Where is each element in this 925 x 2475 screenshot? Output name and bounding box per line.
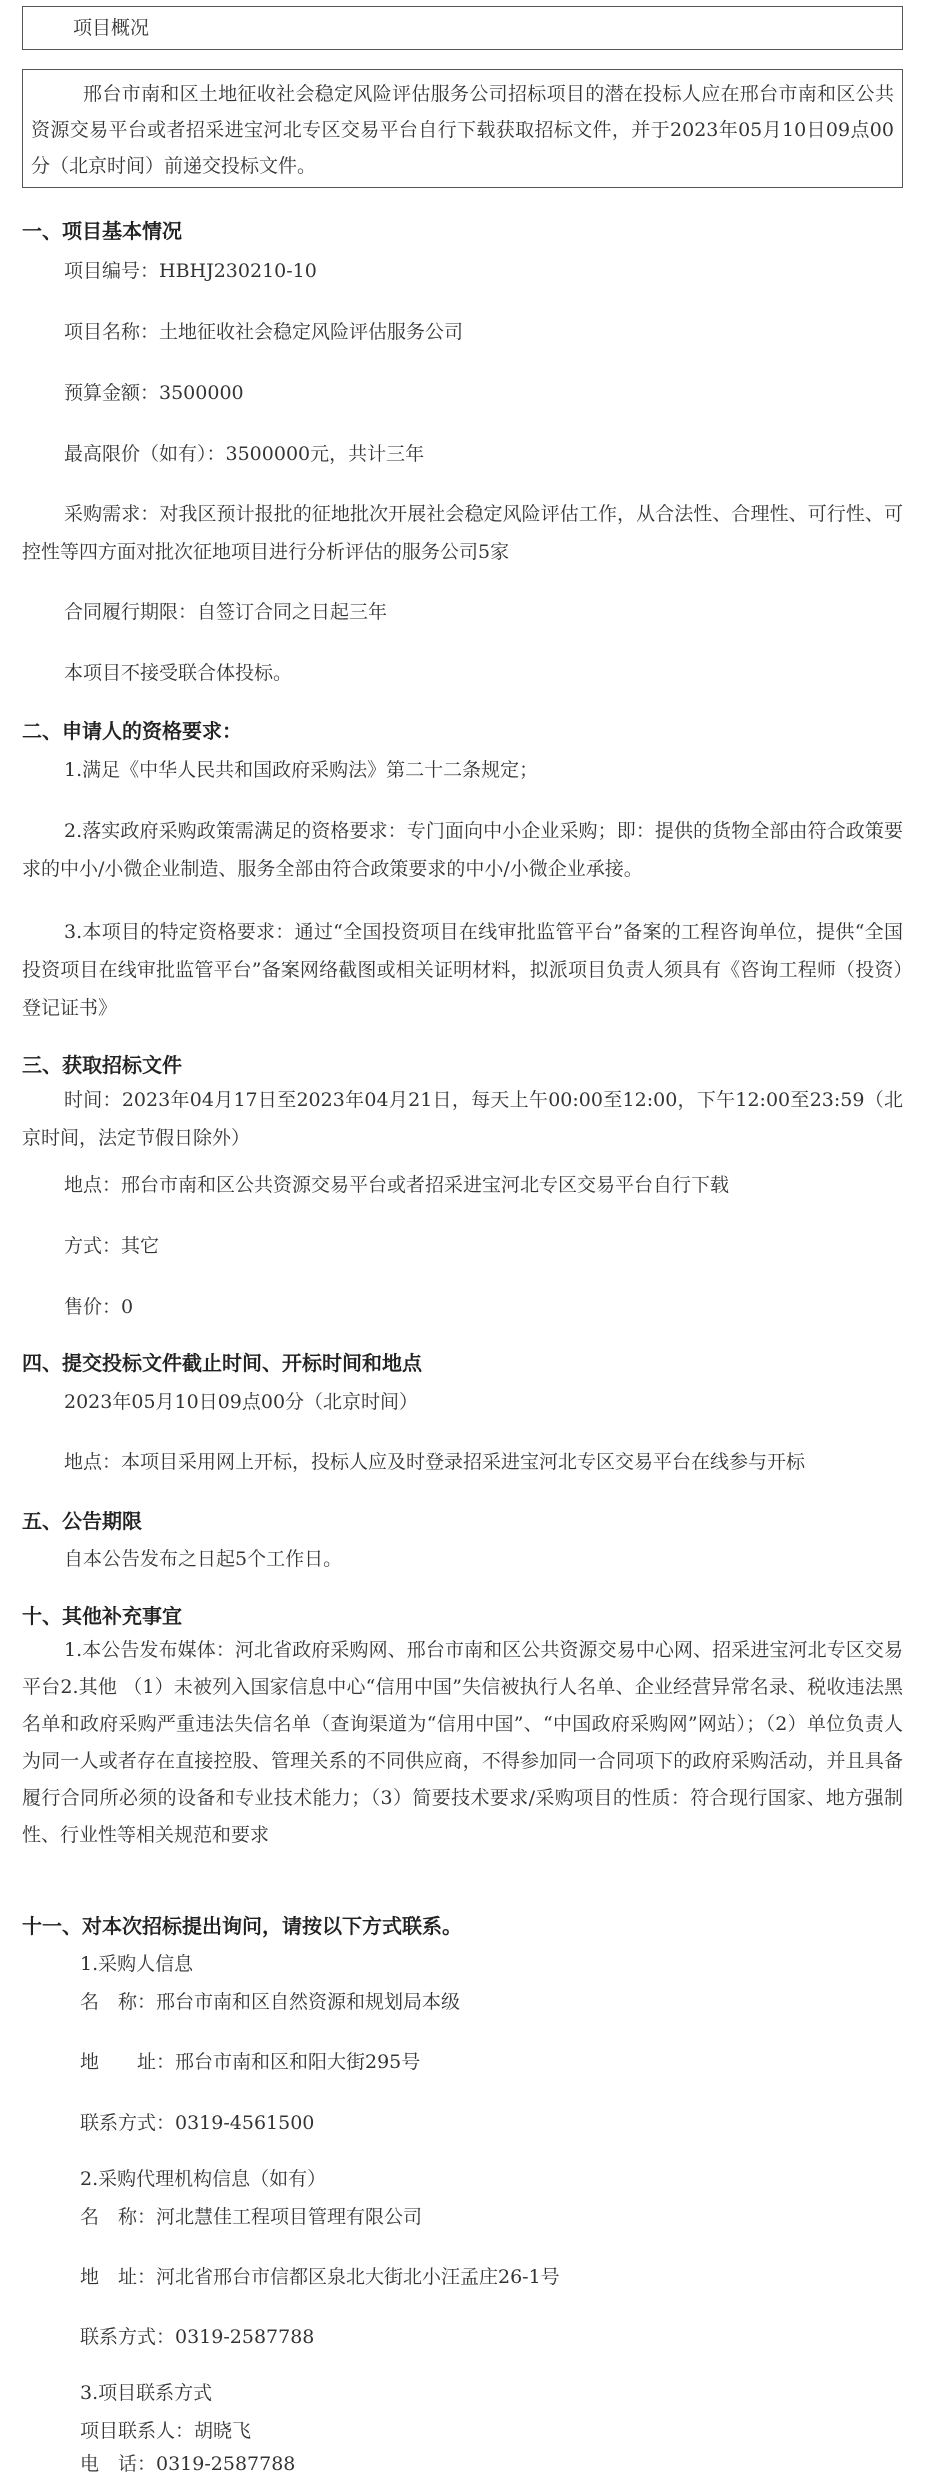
budget-amount: 预算金额：3500000: [64, 382, 244, 404]
qualification-item-1: 1.满足《中华人民共和国政府采购法》第二十二条规定；: [64, 759, 539, 781]
acquisition-time: 时间：2023年04月17日至2023年04月21日，每天上午00:00至12:00，下午12:00至23:59（北京时间，法定节假日除外）: [22, 1089, 903, 1149]
agency-address: 地 址：河北省邢台市信都区泉北大街北小汪孟庄26-1号: [80, 2266, 560, 2288]
procurement-demand: 采购需求：对我区预计报批的征地批次开展社会稳定风险评估工作，从合法性、合理性、可行性、可控性等四方面对批次征地项目进行分析评估的服务公司5家: [22, 503, 903, 563]
section-11-heading: 十一、对本次招标提出询问，请按以下方式联系。: [22, 1914, 462, 1938]
purchaser-address: 地 址：邢台市南和区和阳大街295号: [80, 2051, 421, 2073]
acquisition-method: 方式：其它: [64, 1235, 160, 1257]
contact-person: 项目联系人：胡晓飞: [80, 2420, 252, 2442]
qualification-item-2: 2.落实政府采购政策需满足的资格要求：专门面向中小企业采购；即：提供的货物全部由符合政策要求的中小/小微企业制造、服务全部由符合政策要求的中小/小微企业承接。: [22, 820, 903, 880]
agency-info-title: 2.采购代理机构信息（如有）: [80, 2168, 327, 2190]
purchaser-info-title: 1.采购人信息: [80, 1953, 194, 1975]
consortium-note: 本项目不接受联合体投标。: [64, 662, 293, 684]
qualification-item-3: 3.本项目的特定资格要求：通过“全国投资项目在线审批监管平台”备案的工程咨询单位，提供“全国投资项目在线审批监管平台”备案网络截图或相关证明材料，拟派项目负责人须具有《咨询工程师（投资）登记证书》: [22, 921, 903, 1019]
project-name: 项目名称：土地征收社会稳定风险评估服务公司: [64, 321, 464, 343]
acquisition-place: 地点：邢台市南和区公共资源交易平台或者招采进宝河北专区交易平台自行下载: [64, 1174, 730, 1196]
agency-phone: 联系方式：0319-2587788: [80, 2326, 315, 2348]
section-3-heading: 三、获取招标文件: [22, 1053, 182, 1077]
purchaser-phone: 联系方式：0319-4561500: [80, 2112, 315, 2134]
notice-summary: 邢台市南和区土地征收社会稳定风险评估服务公司招标项目的潜在投标人应在邢台市南和区公共资源交易平台或者招采进宝河北专区交易平台自行下载获取招标文件，并于2023年05月10日09点00分（北京时间）前递交投标文件。: [22, 69, 903, 188]
overview-header: [22, 6, 903, 50]
project-number: 项目编号：HBHJ230210-10: [64, 260, 317, 282]
opening-place: 地点：本项目采用网上开标，投标人应及时登录招采进宝河北专区交易平台在线参与开标: [64, 1451, 806, 1473]
section-4-heading: 四、提交投标文件截止时间、开标时间和地点: [22, 1351, 422, 1375]
section-1-heading: 一、项目基本情况: [22, 219, 182, 243]
agency-name: 名 称：河北慧佳工程项目管理有限公司: [80, 2206, 423, 2228]
contact-info-title: 3.项目联系方式: [80, 2382, 213, 2404]
section-10-heading: 十、其他补充事宜: [22, 1604, 182, 1628]
max-price: 最高限价（如有）：3500000元，共计三年: [64, 443, 425, 465]
purchaser-name: 名 称：邢台市南和区自然资源和规划局本级: [80, 1991, 461, 2013]
section-2-heading: 二、申请人的资格要求：: [22, 719, 242, 743]
overview-title: 项目概况: [73, 17, 150, 39]
contact-phone: 电 话：0319-2587788: [80, 2453, 296, 2475]
document-price: 售价：0: [64, 1296, 134, 1318]
deadline-time: 2023年05月10日09点00分（北京时间）: [64, 1391, 419, 1413]
announcement-period: 自本公告发布之日起5个工作日。: [64, 1548, 343, 1570]
contract-period: 合同履行期限：自签订合同之日起三年: [64, 601, 388, 623]
section-5-heading: 五、公告期限: [22, 1509, 142, 1533]
supplementary-notes: 1.本公告发布媒体：河北省政府采购网、邢台市南和区公共资源交易中心网、招采进宝河北专区交易平台2.其他 （1）未被列入国家信息中心“信用中国”失信被执行人名单、企业经营异常名录、税收违法黑名单和政府采购严重违法失信名单（查询渠道为“信用中国”、“中国政府采购网”网站）；（2）单位负责人为同一人或者存在直接控股、管理关系的不同供应商，不得参加同一合同项下的政府采购活动，并且具备履行合同所必须的设备和专业技术能力；（3）简要技术要求/采购项目的性质：符合现行国家、地方强制性、行业性等相关规范和要求: [22, 1639, 903, 1846]
